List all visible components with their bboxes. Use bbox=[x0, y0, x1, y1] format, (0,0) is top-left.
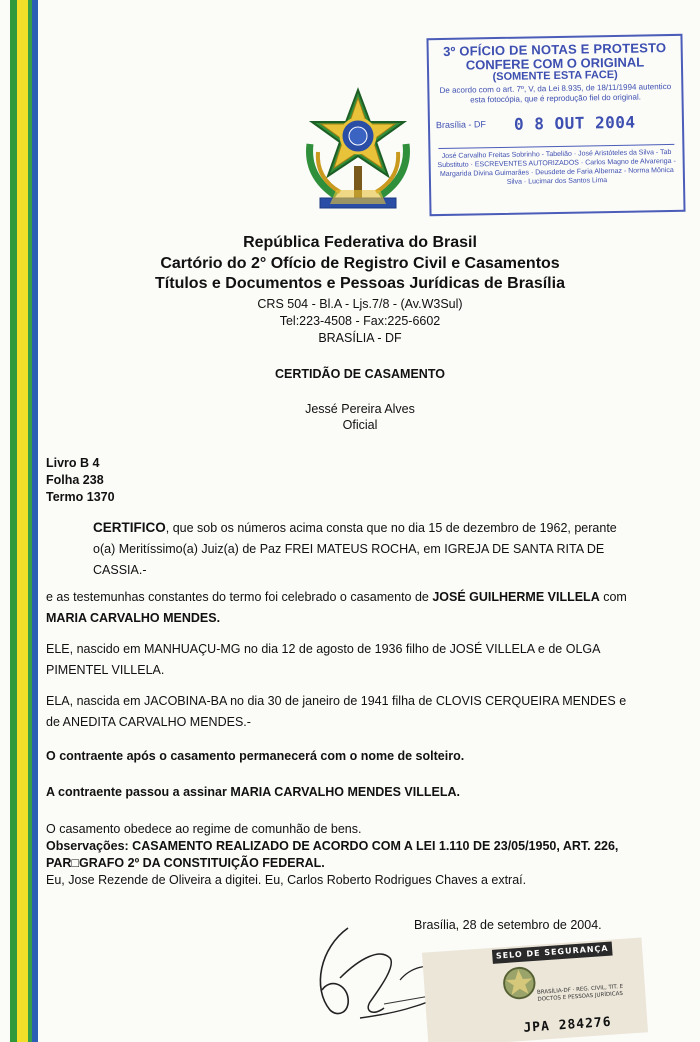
security-seal bbox=[422, 937, 648, 1042]
bride-name: MARIA CARVALHO MENDES. bbox=[46, 611, 221, 625]
paragraph-groom: ELE, nascido em MANHUAÇU-MG no dia 12 de agosto de 1936 filho de JOSÉ VILLELA e de OLGA PIMENTEL VILLELA. bbox=[46, 642, 600, 677]
stamp-legal-text: De acordo com o art. 7º, V, da Lei 8.935, de 18/11/1994 autentico esta fotocópia, que é reprodução fiel do original. bbox=[439, 81, 672, 105]
property-regime: O casamento obedece ao regime de comunhão de bens. bbox=[46, 822, 362, 836]
seal-title: SELO DE SEGURANÇA bbox=[492, 942, 613, 964]
flag-stripe-blue bbox=[32, 0, 38, 1042]
header-registry-scope: Títulos e Documentos e Pessoas Jurídicas de Brasília bbox=[155, 275, 565, 292]
groom-name: JOSÉ GUILHERME VILLELA bbox=[432, 590, 600, 604]
certifico-label: CERTIFICO bbox=[93, 520, 166, 535]
officer-name: Jessé Pereira Alves bbox=[305, 402, 415, 416]
paragraph-bride: ELA, nascida em JACOBINA-BA no dia 30 de janeiro de 1941 filha de CLOVIS CERQUEIRA MENDES e de ANEDITA CARVALHO MENDES.- bbox=[46, 694, 627, 729]
stamp-date: 0 8 OUT 2004 bbox=[513, 112, 636, 134]
typist-note: Eu, Jose Rezende de Oliveira a digitei. Eu, Carlos Roberto Rodrigues Chaves a extraí. bbox=[46, 873, 527, 887]
record-page: Folha 238 bbox=[46, 473, 104, 487]
paragraph-groom-surname: O contraente após o casamento permanecerá com o nome de solteiro. bbox=[46, 749, 465, 763]
coat-of-arms-icon bbox=[296, 86, 420, 216]
seal-number: JPA 284276 bbox=[522, 1014, 613, 1036]
observations-text: CASAMENTO REALIZADO DE ACORDO COM A LEI 1.110 DE 23/05/1950, ART. 226, PAR□GRAFO 2º DA CONSTITUIÇÃO FEDERAL. bbox=[46, 839, 619, 870]
stamp-place: Brasília - DF bbox=[435, 119, 487, 131]
issue-date: Brasília, 28 de setembro de 2004. bbox=[414, 918, 602, 932]
stamp-line-3: (SOMENTE ESTA FACE) bbox=[492, 68, 618, 84]
record-term: Termo 1370 bbox=[46, 490, 115, 504]
seal-emblem-icon bbox=[499, 963, 540, 1004]
paragraph-marriage bbox=[46, 587, 636, 629]
observations bbox=[46, 838, 636, 872]
stamp-line-1: 3º OFÍCIO DE NOTAS E PROTESTO bbox=[442, 40, 667, 59]
header-address: CRS 504 - Bl.A - Ljs.7/8 - (Av.W3Sul) bbox=[257, 297, 463, 311]
observations-label: Observações: bbox=[46, 839, 133, 853]
paragraph-observations bbox=[46, 821, 636, 889]
header-city: BRASÍLIA - DF bbox=[318, 331, 402, 345]
header-registry-office: Cartório do 2° Ofício de Registro Civil e Casamentos bbox=[160, 255, 560, 272]
record-book: Livro B 4 bbox=[46, 456, 100, 470]
seal-label: BRASÍLIA-DF · REG. CIVIL, TIT. E DOCTOS E PESSOAS JURÍDICAS bbox=[536, 983, 624, 1003]
paragraph-bride-surname: A contraente passou a assinar MARIA CARVALHO MENDES VILLELA. bbox=[46, 785, 460, 799]
flag-stripe-green bbox=[10, 0, 17, 1042]
officer-role: Oficial bbox=[342, 418, 378, 432]
marriage-with: com bbox=[599, 590, 627, 604]
header-republic: República Federativa do Brasil bbox=[243, 234, 477, 251]
header-phone: Tel:223-4508 - Fax:225-6602 bbox=[279, 314, 441, 328]
certification-text: , que sob os números acima consta que no dia 15 de dezembro de 1962, perante o(a) Meritíssimo(a) Juiz(a) de Paz FREI MATEUS ROCHA, em IGREJA DE SANTA RITA DE CASSIA.- bbox=[93, 521, 617, 577]
document-title: CERTIDÃO DE CASAMENTO bbox=[275, 367, 445, 381]
stamp-line-2: CONFERE COM O ORIGINAL bbox=[465, 54, 645, 73]
flag-stripe-yellow bbox=[17, 0, 28, 1042]
stamp-authorized-names: José Carvalho Freitas Sobrinho - Tabelião · José Aristóteles da Silva - Tab Substituto · ESCREVENTES AUTORIZADOS · Carlos Magno de Alvarenga - Margarida Divina Guimarães · Deusdete de Faria Albernaz - Norma Mônica Silva · Lucimar dos Santos Lima bbox=[437, 148, 676, 186]
notary-authentication-stamp bbox=[426, 34, 685, 216]
marriage-text: e as testemunhas constantes do termo foi celebrado o casamento de bbox=[46, 590, 433, 604]
paragraph-certification bbox=[46, 517, 636, 581]
